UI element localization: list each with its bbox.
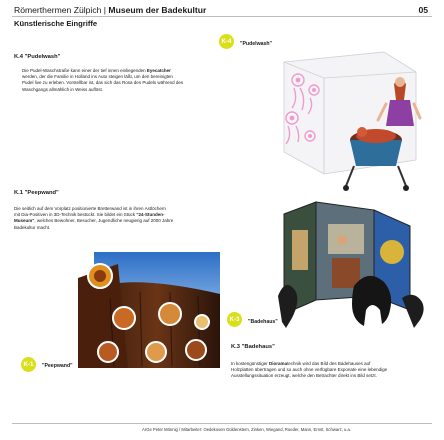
k4-caption: "Pudelwash" <box>240 41 273 47</box>
footer-rule <box>12 423 432 424</box>
header-rule <box>12 16 432 17</box>
section-subtitle: Künstlerische Eingriffe <box>14 19 98 28</box>
k3-line: In kostengünstiger Dioramatechnik wird das Bild des Badehauses auf <box>231 361 371 366</box>
k1-caption: "Peepwand" <box>42 363 73 369</box>
header-title-right: Museum der Badekultur <box>108 5 207 15</box>
k4-text <box>22 68 232 93</box>
k1-text <box>14 206 224 231</box>
k1-line: Badekultur macht. <box>14 224 51 230</box>
k1-heading: K.1 "Peepwand" <box>14 190 59 196</box>
peepwand-illustration <box>70 248 220 368</box>
k1-line: Die seitlich auf dem Vorplatz positionierte Bretterwand ist in ihren Astlöchern <box>14 206 166 211</box>
k3-line: Holzplatten übertragen und so auch ohne verfügbare Exponate eine lebendige <box>231 367 388 373</box>
k3-heading: K.3 "Badehaus" <box>231 344 275 350</box>
k1-badge: K-1 <box>21 357 36 372</box>
k4-line: werden, der die Familie in Holland ins Auto steigen läßt, um den bereinigten <box>22 74 173 80</box>
header-separator: | <box>103 5 109 15</box>
footer-credits: ArGe Peter Mönnig / Mitarbeiter: Oedekoven Güldenstern, Zinken, Wiegand, Roeder, Mann, Ernst, Schwarz, u.a. <box>142 427 352 432</box>
k1-line: mit Dia-Positiven in 3D-Technik bestückt. Sie bildet ein Stück "24-Stunden- <box>14 212 165 218</box>
header-title-left: Römerthermen Zülpich <box>14 5 102 15</box>
k4-badge: K-4 <box>219 34 234 49</box>
k4-line: Die Pudel-Waschstraße kann einer der tief innen einliegenden Eyecatcher <box>22 68 171 73</box>
k4-line: Waschgangs allmählich in Weiss auflöst. <box>22 86 104 92</box>
k3-text <box>231 361 436 380</box>
k3-badge: K-3 <box>227 312 242 327</box>
k4-heading: K.4 "Pudelwash" <box>14 54 61 60</box>
page-header <box>14 5 206 15</box>
page-number: 05 <box>418 5 428 15</box>
badehaus-illustration <box>270 200 440 332</box>
k1-line: Museum", welches Bewohner, Besucher, Jugendliche neugierig auf 2000 Jahre <box>14 218 174 224</box>
k4-line: Pudel live zu erleben. Vorstellbar ist, das sich das Rosa des Pudels während des <box>22 80 184 86</box>
k3-caption: "Badehaus" <box>248 319 278 325</box>
pudelwash-illustration <box>266 48 436 200</box>
k3-line: Ausstellungssituation erzeugt, welche den Betrachter direkt ins Bild setzt. <box>231 373 377 379</box>
